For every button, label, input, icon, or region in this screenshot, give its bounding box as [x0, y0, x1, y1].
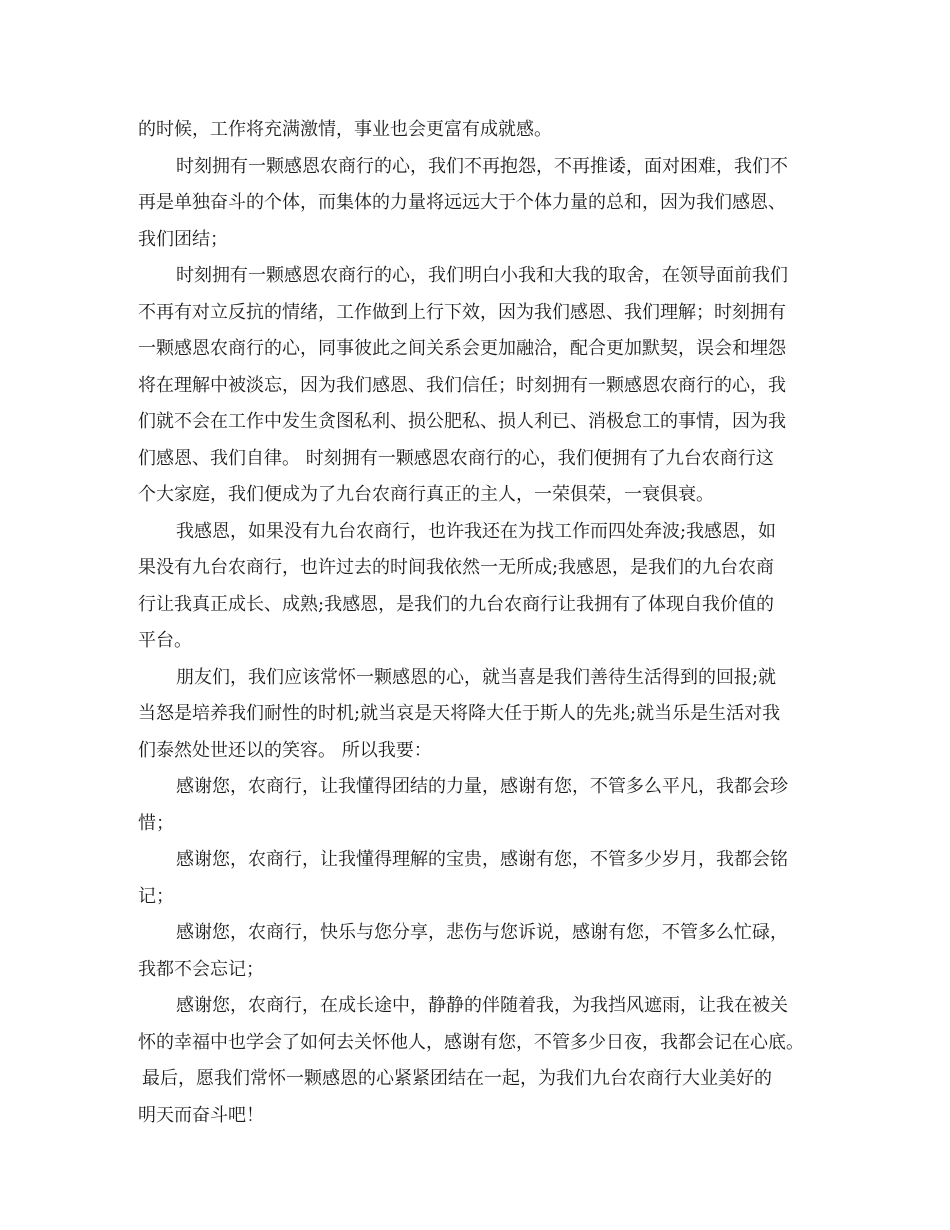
text-line: 平台。: [138, 630, 192, 651]
text-line: 记；: [138, 885, 174, 907]
text-line: 感谢您，农商行，在成长途中，静静的伴随着我，为我挡风遮雨，让我在被关: [176, 995, 788, 1016]
text-line: 当怒是培养我们耐性的时机;就当哀是天将降大任于斯人的先兆;就当乐是生活对我: [138, 703, 781, 724]
text-line: 惜；: [138, 812, 174, 834]
text-line: 感谢您，农商行，快乐与您分享，悲伤与您诉说，感谢有您，不管多么忙碌，: [176, 922, 788, 943]
text-line: 行让我真正成长、成熟;我感恩，是我们的九台农商行让我拥有了体现自我价值的: [138, 593, 775, 615]
text-line: 明天而奋斗吧！: [138, 1104, 264, 1126]
text-line: 朋友们，我们应该常怀一颗感恩的心，就当喜是我们善待生活得到的回报;就: [176, 666, 777, 688]
document-body: [138, 112, 828, 1134]
text-line: 感谢您，农商行，让我懂得理解的宝贵，感谢有您，不管多少岁月，我都会铭: [176, 849, 788, 870]
text-line: 果没有九台农商行，也许过去的时间我依然一无所成;我感恩，是我们的九台农商: [138, 557, 775, 578]
text-line: 时刻拥有一颗感恩农商行的心，我们不再抱怨，不再推诿，面对困难，我们不: [176, 155, 788, 177]
text-line: 感谢您，农商行，让我懂得团结的力量，感谢有您，不管多么平凡，我都会珍: [176, 776, 788, 797]
text-line: 的时候，工作将充满激情，事业也会更富有成就感。: [138, 119, 552, 140]
text-line: 一颗感恩农商行的心，同事彼此之间关系会更加融洽，配合更加默契，误会和埋怨: [138, 338, 786, 359]
text-line: 们感恩、我们自律。 时刻拥有一颗感恩农商行的心，我们便拥有了九台农商行这: [138, 447, 774, 469]
text-line: 我们团结；: [138, 228, 228, 250]
text-line: 时刻拥有一颗感恩农商行的心，我们明白小我和大我的取舍，在领导面前我们: [176, 265, 788, 286]
text-line: 我感恩，如果没有九台农商行，也许我还在为找工作而四处奔波;我感恩，如: [176, 520, 777, 542]
text-line: 我都不会忘记；: [138, 958, 264, 980]
text-line: 最后，愿我们常怀一颗感恩的心紧紧团结在一起，为我们九台农商行大业美好的: [142, 1068, 772, 1089]
text-line: 个大家庭，我们便成为了九台农商行真正的主人，一荣俱荣，一衰俱衰。: [138, 484, 714, 505]
text-line: 再是单独奋斗的个体，而集体的力量将远远大于个体力量的总和，因为我们感恩、: [138, 192, 786, 213]
text-line: 怀的幸福中也学会了如何去关怀他人，感谢有您，不管多少日夜，我都会记在心底。: [138, 1031, 804, 1053]
text-line: 们泰然处世还以的笑容。 所以我要：: [138, 739, 432, 761]
text-line: 们就不会在工作中发生贪图私利、损公肥私、损人利已、消极怠工的事情，因为我: [138, 411, 786, 432]
text-line: 将在理解中被淡忘，因为我们感恩、我们信任；时刻拥有一颗感恩农商行的心，我: [138, 374, 786, 396]
text-line: 不再有对立反抗的情绪，工作做到上行下效，因为我们感恩、我们理解；时刻拥有: [138, 301, 786, 323]
